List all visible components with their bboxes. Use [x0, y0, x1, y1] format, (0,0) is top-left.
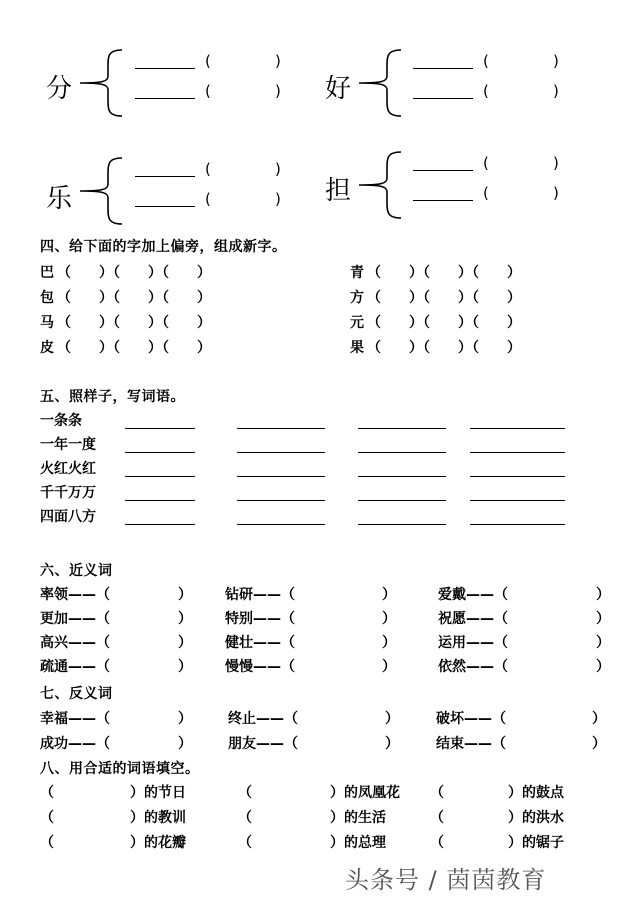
answer-line — [358, 428, 446, 429]
answer-line — [470, 452, 565, 453]
answer-line — [125, 500, 195, 501]
radical-slots-left: （ ）（ ）（ ） — [57, 265, 211, 281]
close-paren: ） — [596, 611, 610, 627]
close-paren: ) — [553, 82, 559, 100]
antonym-item: 结束——（ — [436, 736, 506, 752]
fill-item: ）的节日 — [130, 785, 186, 801]
close-paren: ) — [553, 154, 559, 172]
open-paren: ( — [205, 160, 211, 178]
fill-item: ）的生活 — [330, 810, 386, 826]
radical-slots-left: （ ）（ ）（ ） — [57, 315, 211, 331]
close-paren: ） — [382, 587, 396, 603]
radical-row-right: 方 — [350, 290, 364, 306]
close-paren: ） — [178, 611, 192, 627]
radical-slots-left: （ ）（ ）（ ） — [57, 290, 211, 306]
close-paren: ） — [385, 736, 399, 752]
pattern-example: 一条条 — [40, 413, 82, 429]
answer-line — [358, 452, 446, 453]
pattern-example: 火红火红 — [40, 461, 96, 477]
antonym-item: 朋友——（ — [228, 736, 298, 752]
fill-item: ）的教训 — [130, 810, 186, 826]
radical-row-right: 元 — [350, 315, 364, 331]
synonym-item: 特别——（ — [225, 611, 295, 627]
open-paren: （ — [430, 810, 444, 826]
open-paren: ( — [205, 52, 211, 70]
answer-line — [237, 500, 325, 501]
radical-row-left: 皮 — [40, 340, 54, 356]
close-paren: ) — [275, 82, 281, 100]
answer-line — [125, 452, 195, 453]
antonym-item: 成功——（ — [40, 736, 110, 752]
open-paren: ( — [483, 154, 489, 172]
close-paren: ) — [553, 184, 559, 202]
synonym-item: 更加——（ — [40, 611, 110, 627]
pattern-example: 四面八方 — [40, 509, 96, 525]
watermark-text: 头条号 / 茵茵教育 — [345, 866, 547, 894]
answer-line — [413, 200, 473, 201]
open-paren: （ — [238, 810, 252, 826]
pattern-example: 千千万万 — [40, 485, 96, 501]
antonym-item: 终止——（ — [228, 711, 298, 727]
fill-item: ）的花瓣 — [130, 835, 186, 851]
open-paren: （ — [40, 785, 54, 801]
open-paren: ( — [483, 52, 489, 70]
close-paren: ) — [553, 52, 559, 70]
answer-line — [358, 476, 446, 477]
radical-row-right: 青 — [350, 265, 364, 281]
pattern-example: 一年一度 — [40, 437, 96, 453]
close-paren: ) — [275, 160, 281, 178]
answer-line — [470, 500, 565, 501]
section-seven-title: 七、反义词 — [40, 686, 113, 702]
fill-item: ）的锯子 — [508, 835, 564, 851]
close-paren: ) — [275, 190, 281, 208]
synonym-item: 高兴——（ — [40, 635, 110, 651]
radical-row-left: 巴 — [40, 265, 54, 281]
answer-line — [413, 98, 473, 99]
close-paren: ） — [385, 711, 399, 727]
synonym-item: 慢慢——（ — [225, 659, 295, 675]
curly-brace-icon — [357, 48, 407, 118]
fill-item: ）的鼓点 — [508, 785, 564, 801]
fill-item: ）的洪水 — [508, 810, 564, 826]
group-character: 担 — [325, 176, 352, 206]
answer-line — [135, 206, 195, 207]
group-character: 乐 — [46, 184, 73, 214]
fill-item: ）的凤凰花 — [330, 785, 400, 801]
close-paren: ） — [178, 587, 192, 603]
open-paren: ( — [483, 184, 489, 202]
answer-line — [135, 176, 195, 177]
synonym-item: 疏通——（ — [40, 659, 110, 675]
section-four-title: 四、给下面的字加上偏旁，组成新字。 — [40, 239, 287, 255]
close-paren: ） — [382, 659, 396, 675]
answer-line — [237, 524, 325, 525]
close-paren: ） — [592, 736, 606, 752]
section-six-title: 六、近义词 — [40, 563, 113, 579]
radical-slots-right: （ ）（ ）（ ） — [367, 340, 521, 356]
answer-line — [358, 524, 446, 525]
close-paren: ） — [178, 635, 192, 651]
close-paren: ） — [178, 711, 192, 727]
close-paren: ） — [596, 587, 610, 603]
close-paren: ） — [596, 635, 610, 651]
radical-row-left: 包 — [40, 290, 54, 306]
close-paren: ） — [178, 736, 192, 752]
synonym-item: 运用——（ — [438, 635, 508, 651]
synonym-item: 健壮——（ — [225, 635, 295, 651]
synonym-item: 钻研——（ — [225, 587, 295, 603]
group-character: 分 — [46, 74, 73, 104]
answer-line — [358, 500, 446, 501]
group-character: 好 — [325, 74, 352, 104]
synonym-item: 爱戴——（ — [438, 587, 508, 603]
answer-line — [237, 452, 325, 453]
open-paren: （ — [40, 835, 54, 851]
answer-line — [470, 476, 565, 477]
answer-line — [135, 68, 195, 69]
antonym-item: 破坏——（ — [436, 711, 506, 727]
answer-line — [470, 524, 565, 525]
close-paren: ) — [275, 52, 281, 70]
radical-slots-left: （ ）（ ）（ ） — [57, 340, 211, 356]
open-paren: （ — [40, 810, 54, 826]
fill-item: ）的总理 — [330, 835, 386, 851]
close-paren: ） — [592, 711, 606, 727]
synonym-item: 依然——（ — [438, 659, 508, 675]
close-paren: ） — [178, 659, 192, 675]
open-paren: （ — [238, 785, 252, 801]
section-eight-title: 八、用合适的词语填空。 — [40, 761, 200, 777]
open-paren: （ — [430, 785, 444, 801]
synonym-item: 祝愿——（ — [438, 611, 508, 627]
answer-line — [470, 428, 565, 429]
curly-brace-icon — [78, 156, 128, 226]
open-paren: （ — [238, 835, 252, 851]
curly-brace-icon — [78, 48, 128, 118]
close-paren: ） — [382, 635, 396, 651]
answer-line — [237, 476, 325, 477]
close-paren: ） — [596, 659, 610, 675]
open-paren: （ — [430, 835, 444, 851]
answer-line — [135, 98, 195, 99]
radical-row-left: 马 — [40, 315, 54, 331]
open-paren: ( — [205, 82, 211, 100]
curly-brace-icon — [357, 150, 407, 220]
section-five-title: 五、照样子，写词语。 — [40, 389, 185, 405]
radical-row-right: 果 — [350, 340, 364, 356]
radical-slots-right: （ ）（ ）（ ） — [367, 315, 521, 331]
radical-slots-right: （ ）（ ）（ ） — [367, 265, 521, 281]
close-paren: ） — [382, 611, 396, 627]
antonym-item: 幸福——（ — [40, 711, 110, 727]
answer-line — [413, 170, 473, 171]
answer-line — [125, 476, 195, 477]
answer-line — [237, 428, 325, 429]
answer-line — [125, 428, 195, 429]
open-paren: ( — [205, 190, 211, 208]
synonym-item: 率领——（ — [40, 587, 110, 603]
answer-line — [413, 68, 473, 69]
radical-slots-right: （ ）（ ）（ ） — [367, 290, 521, 306]
open-paren: ( — [483, 82, 489, 100]
answer-line — [125, 524, 195, 525]
